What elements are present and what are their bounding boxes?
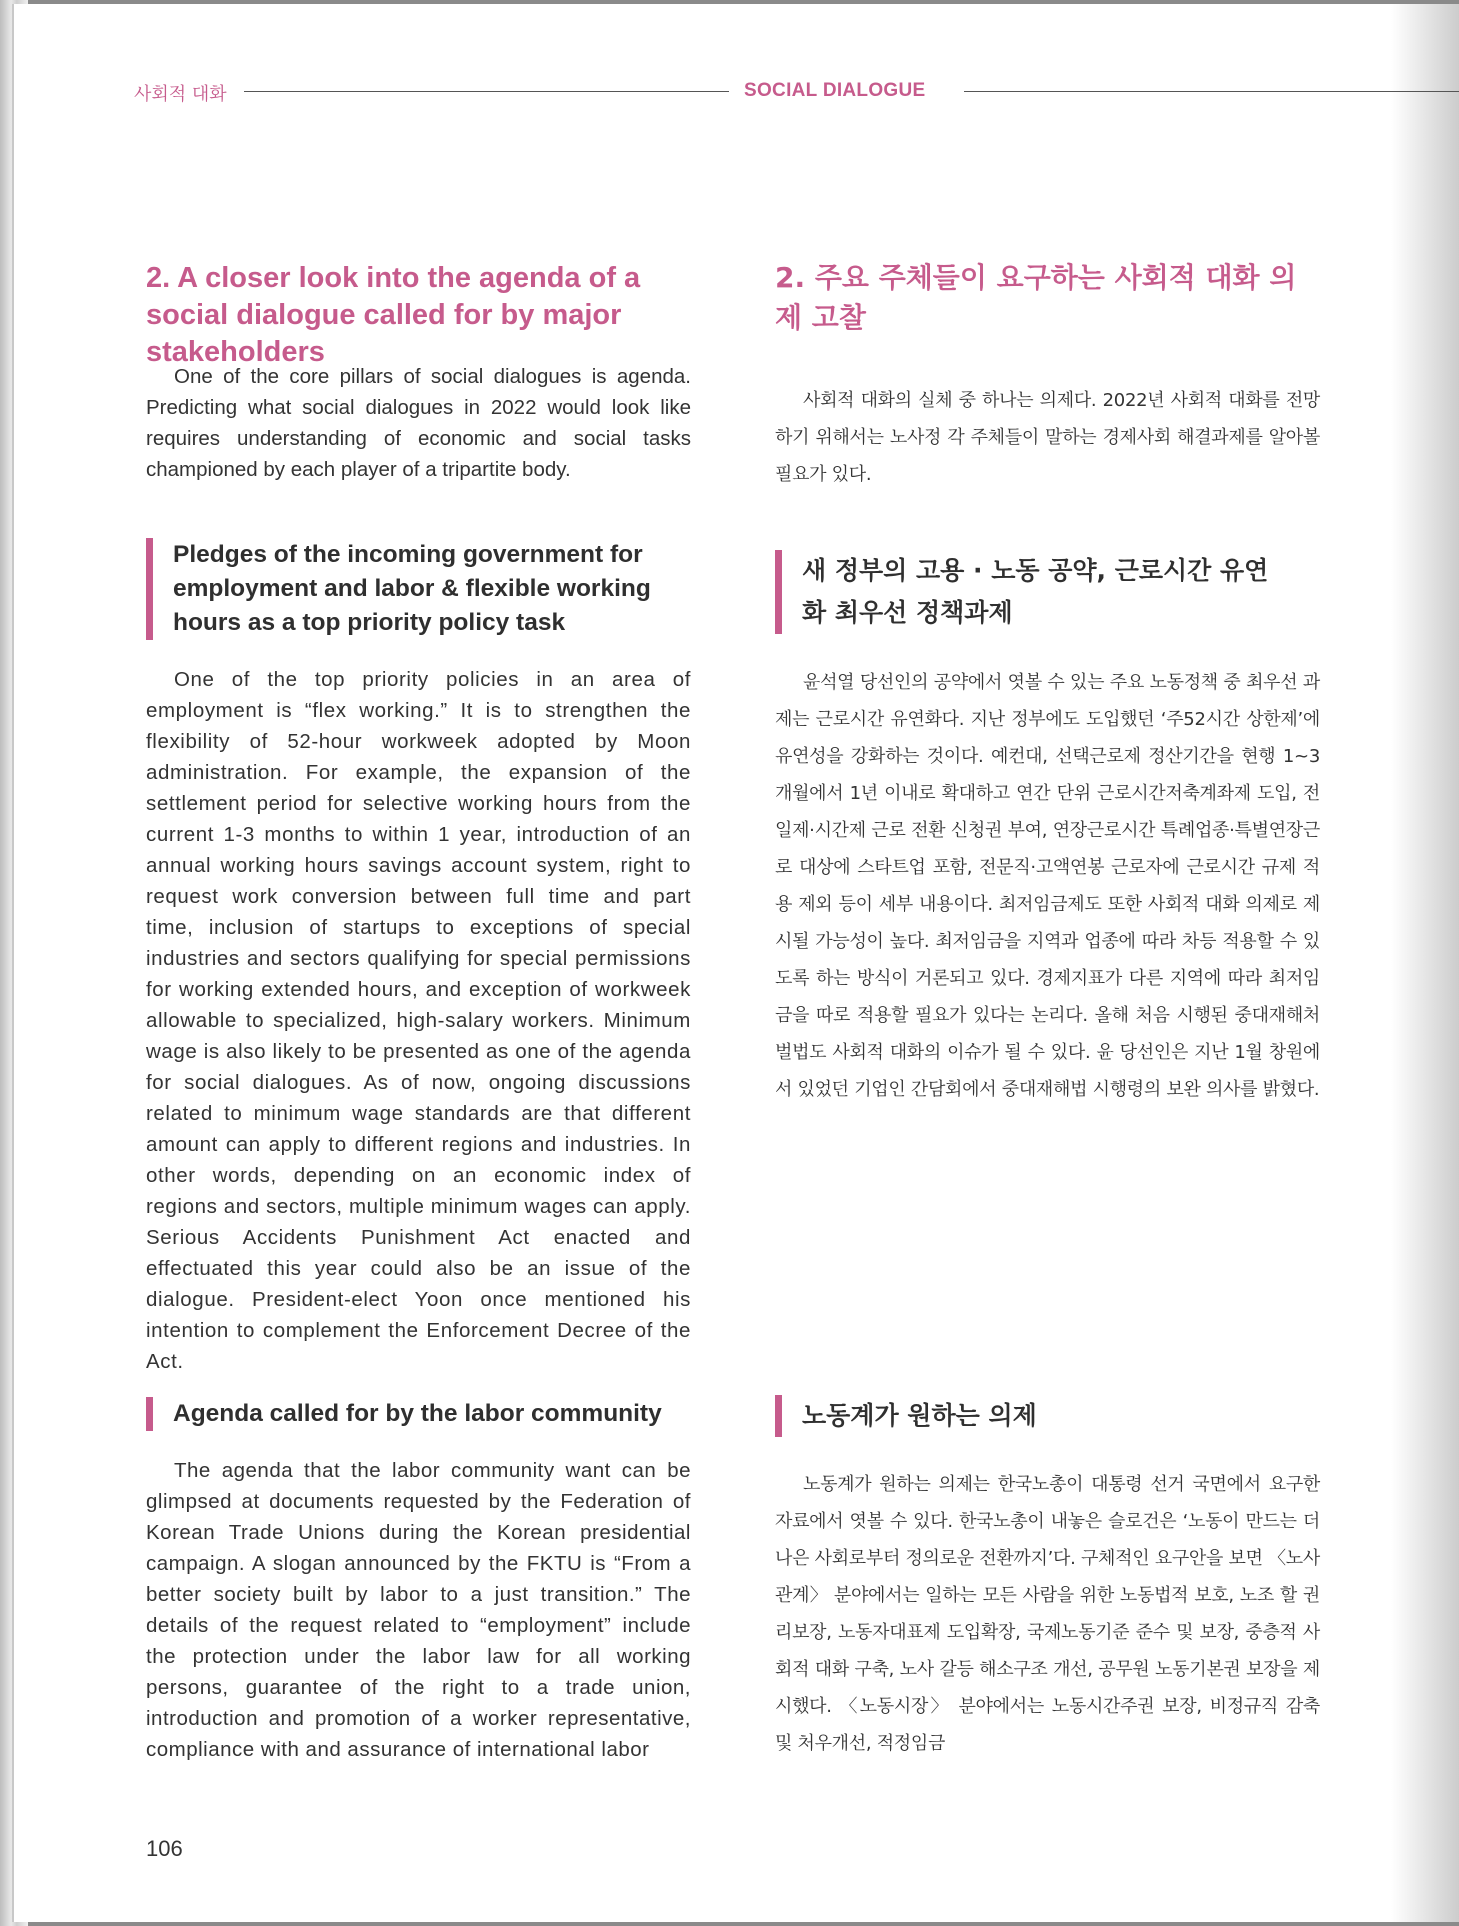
body-government-pledges-english: One of the top priority policies in an area of employment is “flex working.” It is to strengthen the flexibility of 52-hour workweek adopted by Moon administration. For example, the expansion of the settlement period for selective working hours from the current 1-3 months to within 1 year, introduction of an annual working hours savings account system, right to request work conversion between full time and part time, inclusion of startups to exceptions of special industries and sectors qualifying for special permissions for working extended hours, and exception of workweek allowable to specialized, high-salary workers. Minimum wage is also likely to be presented as one of the agenda for social dialogues. As of now, ongoing discussions related to minimum wage standards are that different amount can apply to different regions and industries. In other words, depending on an economic index of regions and sectors, multiple minimum wages can apply. Serious Accidents Punishment Act enacted and effectuated this year could also be an issue of the dialogue. President-elect Yoon once mentioned his intention to complement the Enforcement Decree of the Act. bbox=[146, 668, 691, 1373]
running-head-english: SOCIAL DIALOGUE bbox=[744, 80, 926, 101]
intro-paragraph-english: One of the core pillars of social dialogues is agenda. Predicting what social dialogues in 2022 would look like requires understanding of economic and social tasks championed by each player of a tripartite body. bbox=[146, 365, 691, 481]
subheading-government-pledges-korean: 새 정부의 고용 · 노동 공약, 근로시간 유연화 최우선 정책과제 bbox=[775, 550, 1282, 634]
page-gutter-shadow bbox=[1391, 4, 1459, 1922]
running-head bbox=[134, 80, 1459, 104]
running-head-korean: 사회적 대화 bbox=[134, 84, 227, 105]
body-labor-community-korean: 노동계가 원하는 의제는 한국노총이 대통령 선거 국면에서 요구한 자료에서 엿볼 수 있다. 한국노총이 내놓은 슬로건은 ‘노동이 만드는 더 나은 사회로부터 정의로운 전환까지’다. 구체적인 요구안을 보면 〈노사관계〉 분야에서는 일하는 모든 사람을 위한 노동법적 보호, 노조 할 권리보장, 노동자대표제 도입확장, 국제노동기준 준수 및 보장, 중층적 사회적 대화 구축, 노사 갈등 해소구조 개선, 공무원 노동기본권 보장을 제시했다. 〈노동시장〉 분야에서는 노동시간주권 보장, 비정규직 감축 및 처우개선, 적정임금 bbox=[775, 1474, 1320, 1754]
page-number: 106 bbox=[146, 1836, 183, 1861]
subheading-labor-community-korean: 노동계가 원하는 의제 bbox=[775, 1395, 1282, 1437]
section-title-korean: 2. 주요 주체들이 요구하는 사회적 대화 의제 고찰 bbox=[775, 261, 1297, 334]
subheading-labor-community-english: Agenda called for by the labor community bbox=[146, 1397, 673, 1431]
body-government-pledges-korean: 윤석열 당선인의 공약에서 엿볼 수 있는 주요 노동정책 중 최우선 과제는 근로시간 유연화다. 지난 정부에도 도입했던 ‘주52시간 상한제’에 유연성을 강화하는 것이다. 예컨대, 선택근로제 정산기간을 현행 1~3개월에서 1년 이내로 확대하고 연간 단위 근로시간저축계좌제 도입, 전일제·시간제 근로 전환 신청권 부여, 연장근로시간 특례업종·특별연장근로 대상에 스타트업 포함, 전문직·고액연봉 근로자에 근로시간 규제 적용 제외 등이 세부 내용이다. 최저임금제도 또한 사회적 대화 의제로 제시될 가능성이 높다. 최저임금을 지역과 업종에 따라 차등 적용할 수 있도록 하는 방식이 거론되고 있다. 경제지표가 다른 지역에 따라 최저임금을 따로 적용할 필요가 있다는 논리다. 올해 처음 시행된 중대재해처벌법도 사회적 대화의 이슈가 될 수 있다. 윤 당선인은 지난 1월 창원에서 있었던 기업인 간담회에서 중대재해법 시행령의 보완 의사를 밝혔다. bbox=[775, 672, 1320, 1100]
subheading-government-pledges-english: Pledges of the incoming government for employment and labor & flexible working hours as a top priority policy task bbox=[146, 538, 673, 640]
intro-paragraph-korean: 사회적 대화의 실체 중 하나는 의제다. 2022년 사회적 대화를 전망하기 위해서는 노사정 각 주체들이 말하는 경제사회 해결과제를 알아볼 필요가 있다. bbox=[775, 390, 1320, 485]
magazine-page bbox=[12, 4, 1459, 1922]
body-labor-community-english: The agenda that the labor community want can be glimpsed at documents requested by the Federation of Korean Trade Unions during the Korean presidential campaign. A slogan announced by the FKTU is “From a better society built by labor to a just transition.” The details of the request related to “employment” include the protection under the labor law for all working persons, guarantee of the right to a trade union, introduction and promotion of a worker representative, compliance with and assurance of international labor bbox=[146, 1459, 691, 1761]
running-head-rule-right bbox=[964, 91, 1459, 92]
section-title-english: 2. A closer look into the agenda of a social dialogue called for by major stakeholders bbox=[146, 262, 641, 368]
running-head-rule-left bbox=[244, 91, 729, 92]
